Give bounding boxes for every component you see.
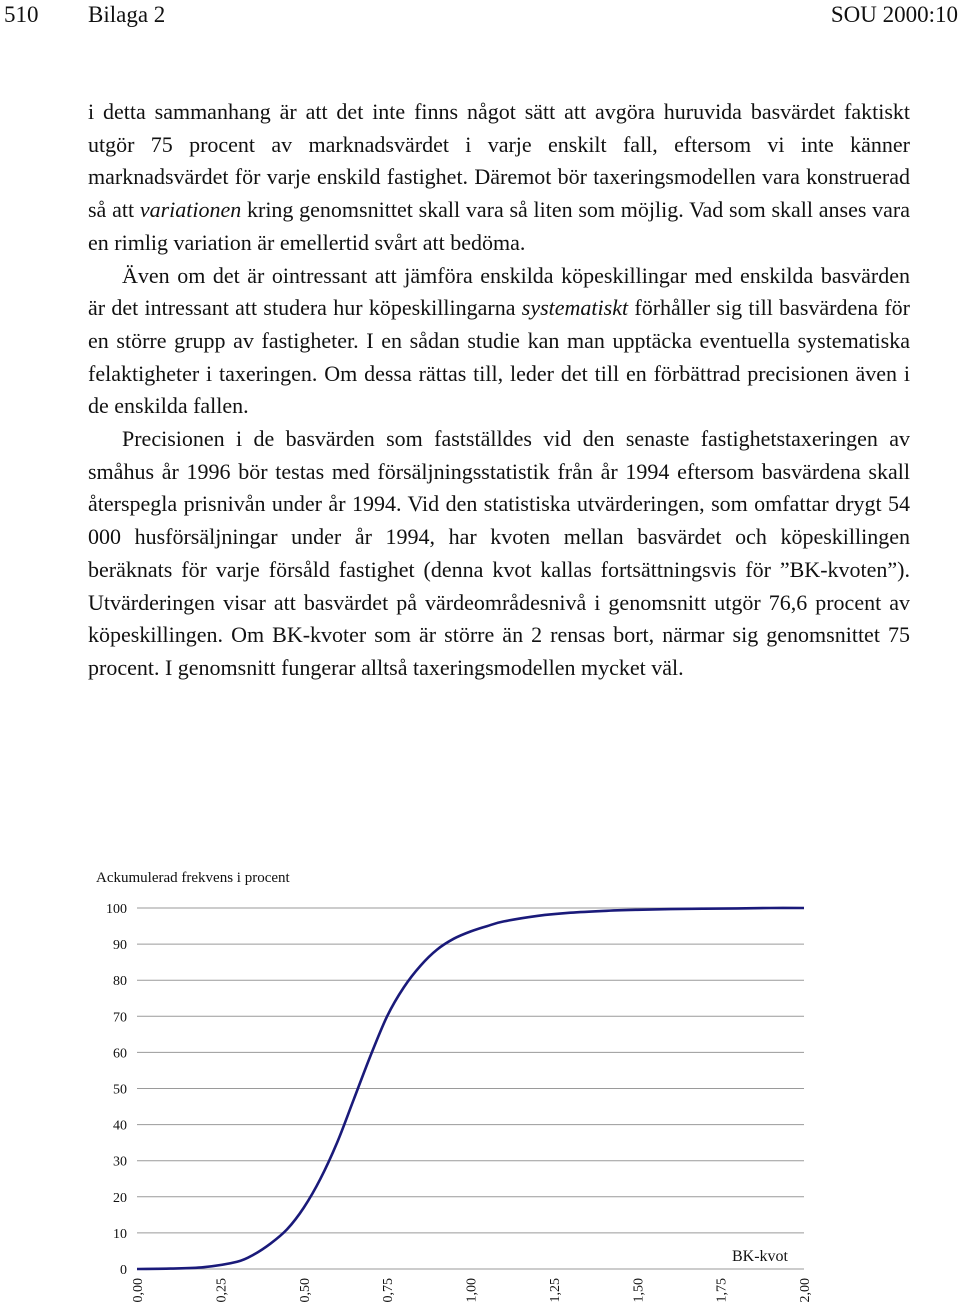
y-tick-label: 50 xyxy=(113,1082,127,1098)
grid-lines xyxy=(137,908,804,1269)
x-tick-label: 0,50 xyxy=(297,1278,313,1303)
page-header xyxy=(0,0,960,40)
paragraph-2: Även om det är ointressant att jämföra enskilda köpeskillingar med enskilda basvärden är det intressant att studera hur köpeskillingarna systematiskt förhåller sig till basvärdena för en större grupp av fastigheter. I en sådan studie kan man upptäcka eventuella systematiska felaktigheter i taxeringen. Om dessa rättas till, leder det till en förbättrad precisionen även i de enskilda fallen. xyxy=(88,262,910,419)
x-tick-label: 1,00 xyxy=(464,1278,480,1303)
y-tick-label: 80 xyxy=(113,974,127,990)
y-tick-label: 90 xyxy=(113,938,127,954)
y-tick-label: 70 xyxy=(113,1010,127,1026)
page-number: 510 xyxy=(4,2,39,27)
y-tick-label: 60 xyxy=(113,1046,127,1062)
y-tick-label: 10 xyxy=(113,1226,127,1242)
y-tick-label: 40 xyxy=(113,1118,127,1134)
y-axis-label: Ackumulerad frekvens i procent xyxy=(96,870,290,886)
y-tick-label: 20 xyxy=(113,1190,127,1206)
x-axis-label: BK-kvot xyxy=(732,1248,788,1265)
paragraph-1: i detta sammanhang är att det inte finns något sätt att avgöra huruvida basvärdet faktiskt utgör 75 procent av marknadsvärdet i varje enskilt fall, eftersom vi inte känner marknadsvärdet för varje enskild fastighet. Däremot bör taxeringsmodellen vara konstruerad så att variationen kring genomsnittet skall vara så liten som möjlig. Vad som skall anses vara en rimlig variation är emellertid svårt att bedöma. xyxy=(88,99,910,255)
appendix-label: Bilaga 2 xyxy=(88,2,166,27)
y-tick-labels xyxy=(106,902,127,1278)
emphasis-systematiskt: systematiskt xyxy=(521,295,629,321)
paragraph-3: Precisionen i de basvärden som fastställdes vid den senaste fastighetstaxeringen av småhus år 1996 bör testas med försäljningsstatistik från år 1994 eftersom basvärdena skall återspegla prisnivån under år 1994. Vid den statistiska utvärderingen, som omfattar drygt 54 000 husförsäljningar under år 1994, har kvoten mellan basvärdet och köpeskillingen beräknats för varje försåld fastighet (denna kvot kallas fortsättningsvis för ”BK-kvoten”). Utvärderingen visar att basvärdet på värdeområdesnivå i genomsnitt utgör 76,6 procent av köpeskillingen. Om BK-kvoter som är större än 2 rensas bort, närmar sig genomsnittet 75 procent. I genomsnitt fungerar alltså taxeringsmodellen mycket väl. xyxy=(88,426,910,680)
x-tick-label: 0,25 xyxy=(214,1278,230,1303)
report-reference: SOU 2000:10 xyxy=(830,2,958,27)
x-tick-label: 2,00 xyxy=(798,1278,813,1303)
x-tick-label: 1,75 xyxy=(714,1278,730,1303)
y-tick-label: 0 xyxy=(120,1263,127,1278)
x-tick-label: 1,25 xyxy=(547,1278,563,1303)
cumulative-frequency-chart xyxy=(0,840,960,1307)
y-tick-label: 100 xyxy=(106,902,127,917)
x-tick-label: 0,75 xyxy=(381,1278,397,1303)
x-tick-labels xyxy=(131,1278,813,1303)
emphasis-variationen: variationen xyxy=(139,197,242,223)
x-tick-label: 1,50 xyxy=(631,1278,647,1303)
y-tick-label: 30 xyxy=(113,1154,127,1170)
x-tick-label: 0,00 xyxy=(131,1278,146,1303)
body-text xyxy=(88,96,910,685)
